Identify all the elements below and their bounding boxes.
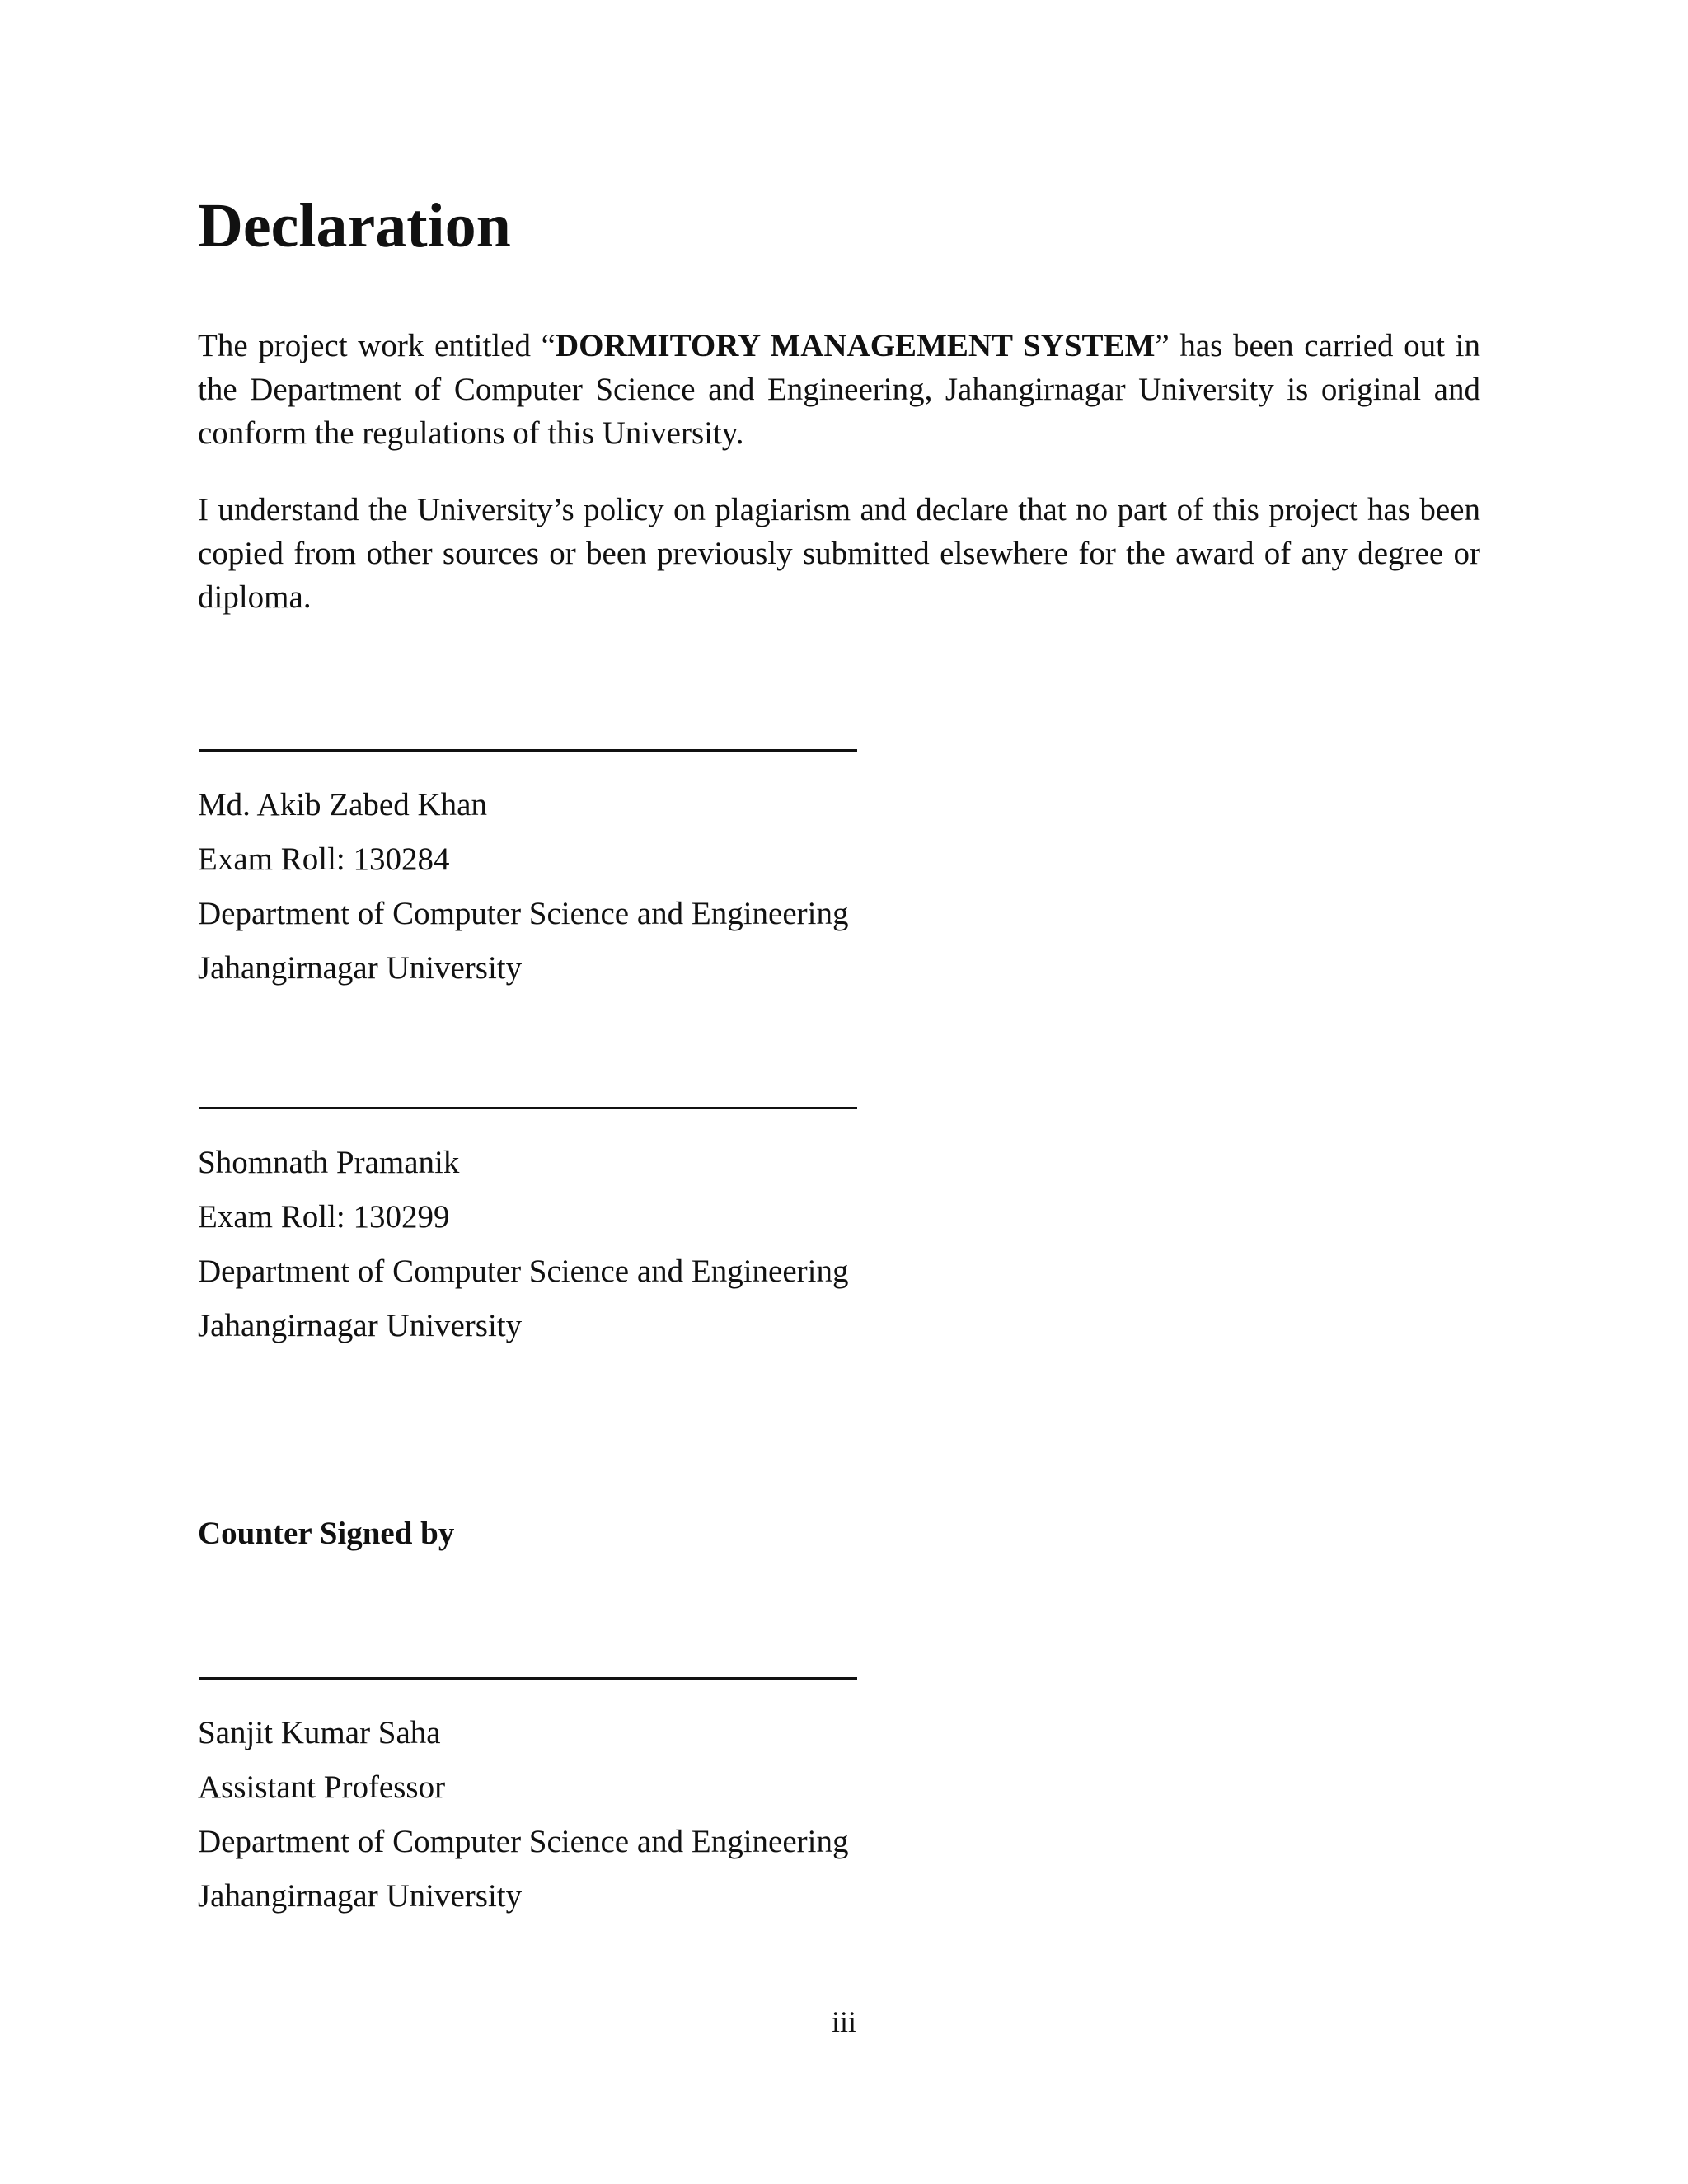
signature-line-2 xyxy=(199,1107,857,1109)
paragraph-1-before: The project work entitled “ xyxy=(198,328,556,363)
signatory-university: Jahangirnagar University xyxy=(198,950,523,986)
supervisor-name: Sanjit Kumar Saha xyxy=(198,1715,441,1750)
signatory-name: Shomnath Pramanik xyxy=(198,1145,460,1180)
signature-line-1 xyxy=(199,749,857,752)
signatory-exam-roll: Exam Roll: 130299 xyxy=(198,1199,450,1235)
signatory-name: Md. Akib Zabed Khan xyxy=(198,787,487,823)
page-number: iii xyxy=(831,2005,856,2038)
signatory-block-2 xyxy=(198,1136,848,1353)
signatory-block-1 xyxy=(198,778,848,996)
declaration-paragraph-1 xyxy=(198,324,1480,455)
supervisor-department: Department of Computer Science and Engineering xyxy=(198,1824,849,1859)
signature-line-supervisor xyxy=(199,1677,857,1680)
project-name: DORMITORY MANAGEMENT SYSTEM xyxy=(555,328,1156,363)
paragraph-1-after: ” has been carried out in the Department of Computer Science and Engineering, Jahangirnagar University is original and conform the regulations of this University. xyxy=(198,328,1480,451)
supervisor-title: Assistant Professor xyxy=(198,1769,446,1805)
signatory-department: Department of Computer Science and Engineering xyxy=(198,896,849,931)
signatory-exam-roll: Exam Roll: 130284 xyxy=(198,841,450,877)
page-title: Declaration xyxy=(198,191,511,260)
declaration-paragraph-2: I understand the University’s policy on plagiarism and declare that no part of this project has been copied from other sources or been previously submitted elsewhere for the award of any degree or diploma. xyxy=(198,492,1480,615)
supervisor-university: Jahangirnagar University xyxy=(198,1878,523,1914)
counter-signed-label: Counter Signed by xyxy=(198,1516,455,1551)
supervisor-block xyxy=(198,1706,848,1924)
signatory-university: Jahangirnagar University xyxy=(198,1308,523,1343)
signatory-department: Department of Computer Science and Engineering xyxy=(198,1254,849,1289)
